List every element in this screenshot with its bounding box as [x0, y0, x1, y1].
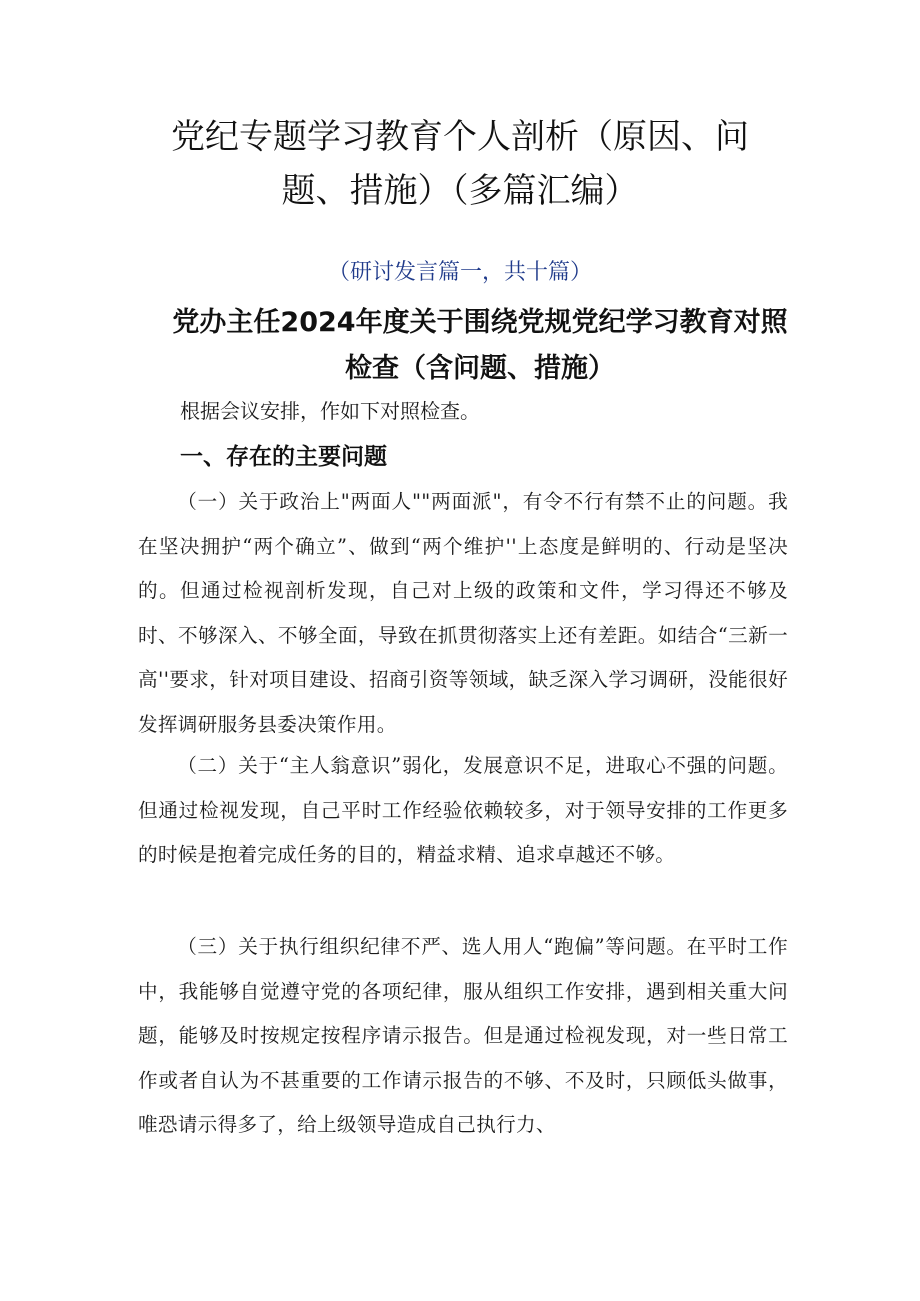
document-title: 党办主任2024年度关于围绕党规党纪学习教育对照检查（含问题、措施）: [172, 307, 788, 384]
paragraph-1: （一）关于政治上"两面人""两面派"，有令不行有禁不止的问题。我在坚决拥护“两个确立”、做到“两个维护''上态度是鲜明的、行动是坚决的。但通过检视剖析发现，自己对上级的政策和文件，学习得还不够及时、不够深入、不够全面，导致在抓贯彻落实上还有差距。如结合“三新一高''要求，针对项目建设、招商引资等领域，缺乏深入学习调研，没能很好发挥调研服务县委决策作用。: [138, 490, 788, 736]
main-title: 党纪专题学习教育个人剖析（原因、问题、措施）（多篇汇编）: [171, 117, 749, 211]
subtitle: （研讨发言篇一，共十篇）: [327, 260, 592, 285]
paragraph-2: （二）关于“主人翁意识”弱化，发展意识不足，进取心不强的问题。但通过检视发现，自己平时工作经验依赖较多，对于领导安排的工作更多的时候是抱着完成任务的目的，精益求精、追求卓越还不够。: [138, 754, 788, 867]
section-heading: 一、存在的主要问题: [180, 444, 387, 470]
paragraph-3: （三）关于执行组织纪律不严、选人用人“跑偏”等问题。在平时工作中，我能够自觉遵守党的各项纪律，服从组织工作安排，遇到相关重大问题，能够及时按规定按程序请示报告。但是通过检视发现，对一些日常工作或者自认为不甚重要的工作请示报告的不够、不及时，只顾低头做事，唯恐请示得多了，给上级领导造成自己执行力、: [138, 935, 788, 1137]
intro-text: 根据会议安排，作如下对照检查。: [180, 399, 480, 423]
